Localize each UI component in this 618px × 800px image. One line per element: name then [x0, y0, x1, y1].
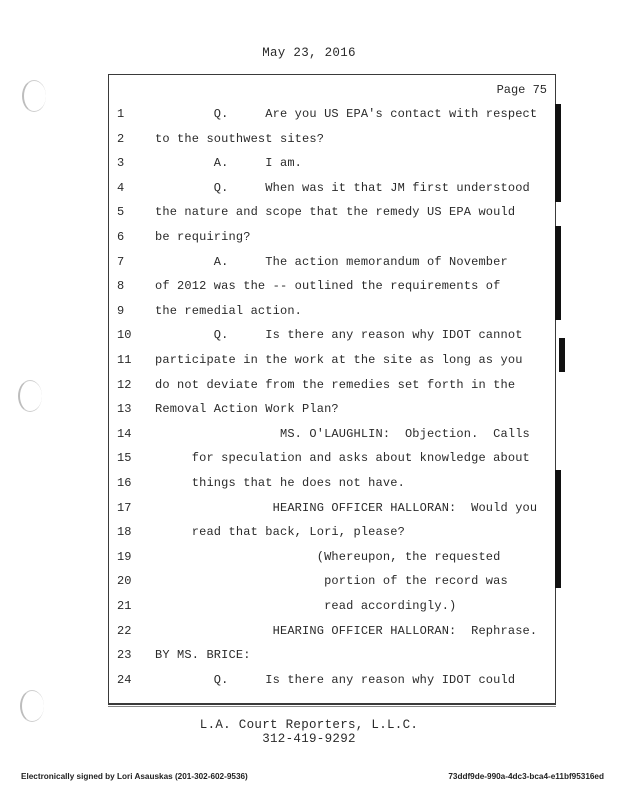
- line-text: HEARING OFFICER HALLORAN: Rephrase.: [155, 623, 538, 638]
- transcript-line: [109, 351, 549, 369]
- transcript-line: [109, 449, 549, 467]
- frame-underline: [108, 706, 556, 707]
- transcript-line: [109, 277, 549, 295]
- line-number: 14: [117, 426, 132, 441]
- transcript-line: [109, 572, 549, 590]
- transcript-line: [109, 130, 549, 148]
- transcript-line: [109, 376, 549, 394]
- page-number: Page 75: [496, 83, 547, 97]
- transcript-line: [109, 474, 549, 492]
- line-text: read that back, Lori, please?: [155, 525, 405, 540]
- line-text: for speculation and asks about knowledge about: [155, 451, 530, 466]
- line-number: 7: [117, 254, 125, 269]
- line-number: 16: [117, 476, 132, 490]
- line-number: 8: [117, 279, 125, 294]
- line-text: Q. When was it that JM first understood: [155, 180, 530, 195]
- transcript-line: [109, 597, 549, 615]
- transcript-frame: [108, 74, 556, 705]
- line-text: A. The action memorandum of November: [155, 254, 508, 269]
- transcript-line: [109, 326, 549, 344]
- transcript-line: [109, 154, 549, 172]
- line-number: 2: [117, 131, 125, 146]
- line-text: Q. Is there any reason why IDOT cannot: [155, 328, 523, 343]
- transcript-line: [109, 253, 549, 271]
- line-text: participate in the work at the site as long as you: [155, 353, 523, 367]
- punch-hole-top: [22, 80, 46, 112]
- line-number: 6: [117, 230, 125, 244]
- line-text: A. I am.: [155, 156, 303, 171]
- edge-bar-2: [555, 226, 561, 320]
- line-number: 9: [117, 303, 125, 318]
- transcript-line: [109, 622, 549, 640]
- document-hash: 73ddf9de-990a-4dc3-bca4-e11bf95316ed: [448, 772, 604, 781]
- transcript-line: [109, 548, 549, 566]
- transcript-line: [109, 646, 549, 664]
- line-text: things that he does not have.: [155, 476, 405, 490]
- line-text: Removal Action Work Plan?: [155, 402, 339, 417]
- line-number: 4: [117, 180, 125, 195]
- line-text: Q. Is there any reason why IDOT could: [155, 672, 516, 687]
- transcript-line: [109, 228, 549, 246]
- footer-company: L.A. Court Reporters, L.L.C.: [199, 718, 419, 732]
- line-number: 17: [117, 500, 132, 515]
- transcript-line: [109, 105, 549, 123]
- line-text: BY MS. BRICE:: [155, 648, 251, 663]
- line-number: 23: [117, 648, 132, 663]
- line-text: portion of the record was: [155, 574, 508, 589]
- line-number: 11: [117, 353, 132, 367]
- line-text: be requiring?: [155, 230, 251, 244]
- line-text: to the southwest sites?: [155, 131, 325, 146]
- electronic-signature-note: Electronically signed by Lori Asauskas (201-302-602-9536): [21, 772, 248, 781]
- line-text: MS. O'LAUGHLIN: Objection. Calls: [155, 426, 530, 441]
- transcript-line: [109, 523, 549, 541]
- line-text: Q. Are you US EPA's contact with respect: [155, 107, 538, 121]
- transcript-line: [109, 425, 549, 443]
- edge-bar-3: [559, 338, 565, 372]
- transcript-line: [109, 671, 549, 689]
- line-text: the remedial action.: [155, 303, 303, 318]
- line-number: 19: [117, 549, 132, 564]
- line-number: 1: [117, 107, 125, 121]
- page-date: May 23, 2016: [262, 46, 356, 60]
- line-number: 18: [117, 525, 132, 540]
- line-number: 13: [117, 402, 132, 417]
- line-number: 24: [117, 672, 132, 687]
- line-number: 10: [117, 328, 132, 343]
- line-number: 3: [117, 156, 125, 171]
- line-number: 5: [117, 205, 125, 220]
- line-text: HEARING OFFICER HALLORAN: Would you: [155, 500, 538, 515]
- line-text: of 2012 was the -- outlined the requirements of: [155, 279, 501, 294]
- transcript-line: [109, 302, 549, 320]
- punch-hole-middle: [18, 380, 42, 412]
- line-text: read accordingly.): [155, 599, 457, 613]
- edge-bar-4: [555, 470, 561, 588]
- line-text: (Whereupon, the requested: [155, 549, 501, 564]
- transcript-line: [109, 203, 549, 221]
- line-number: 20: [117, 574, 132, 589]
- line-text: the nature and scope that the remedy US EPA would: [155, 205, 516, 220]
- line-number: 21: [117, 599, 132, 613]
- transcript-line: [109, 400, 549, 418]
- transcript-line: [109, 179, 549, 197]
- transcript-line: [109, 499, 549, 517]
- edge-bar-1: [555, 104, 561, 202]
- line-text: do not deviate from the remedies set forth in the: [155, 377, 516, 392]
- line-number: 15: [117, 451, 132, 466]
- line-number: 22: [117, 623, 132, 638]
- line-number: 12: [117, 377, 132, 392]
- footer-phone: 312-419-9292: [262, 732, 356, 746]
